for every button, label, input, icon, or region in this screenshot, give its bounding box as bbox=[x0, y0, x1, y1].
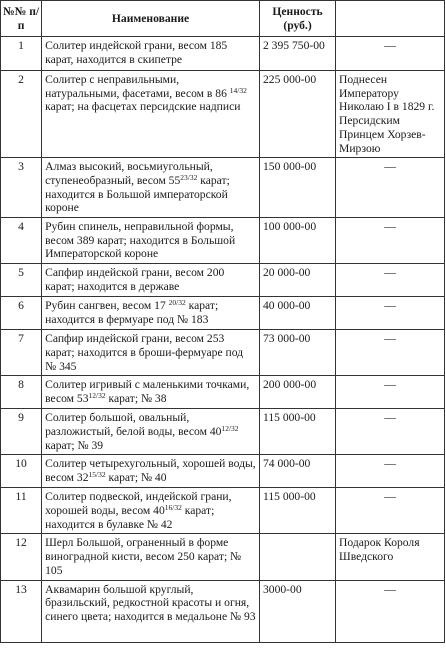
header-note bbox=[336, 1, 445, 37]
item-description bbox=[42, 330, 260, 376]
table-row bbox=[1, 376, 445, 409]
row-number: 4 bbox=[1, 218, 42, 264]
item-description bbox=[42, 409, 260, 455]
weight-fraction: 23/32 bbox=[180, 172, 198, 182]
item-description bbox=[42, 37, 260, 71]
item-value: 115 000-00 bbox=[259, 409, 335, 455]
header-num: №№ п/п bbox=[1, 1, 42, 37]
item-note: — bbox=[336, 488, 445, 534]
item-value: 100 000-00 bbox=[259, 218, 335, 264]
row-number: 1 bbox=[1, 37, 42, 71]
description-text: карат; находится в булавке № 42 bbox=[45, 504, 215, 531]
weight-fraction: 12/32 bbox=[221, 423, 239, 433]
description-text: Солитер с неправильными, натуральными, фасетами, весом в 86 bbox=[45, 73, 230, 100]
description-text: Солитер игривый с маленькими точками, весом 53 bbox=[45, 378, 250, 405]
item-description bbox=[42, 264, 260, 297]
description-text: Алмаз высокий, восьмиугольный, ступенеобразный, весом 55 bbox=[45, 160, 213, 187]
item-note: — bbox=[336, 264, 445, 297]
description-text: карат; № 39 bbox=[45, 438, 104, 452]
description-text: Сапфир индейской грани, весом 200 карат; находится в державе bbox=[45, 266, 225, 293]
row-number: 2 bbox=[1, 71, 42, 158]
table-row bbox=[1, 580, 445, 642]
item-note: — bbox=[336, 297, 445, 330]
row-number: 8 bbox=[1, 376, 42, 409]
table-row bbox=[1, 37, 445, 71]
item-description bbox=[42, 455, 260, 488]
description-text: карат; на фасцетах персидские надписи bbox=[45, 100, 241, 114]
table-row bbox=[1, 158, 445, 218]
item-description bbox=[42, 71, 260, 158]
item-note: — bbox=[336, 376, 445, 409]
item-value: 2 395 750-00 bbox=[259, 37, 335, 71]
description-text: Солитер индейской грани, весом 185 карат, находится в скипетре bbox=[45, 39, 228, 66]
table-row bbox=[1, 330, 445, 376]
item-value: 225 000-00 bbox=[259, 71, 335, 158]
item-note: Подарок Короля Шведского bbox=[336, 534, 445, 580]
header-value: Ценность (руб.) bbox=[259, 1, 335, 37]
table-row bbox=[1, 218, 445, 264]
description-text: карат; № 40 bbox=[105, 471, 167, 485]
row-number: 3 bbox=[1, 158, 42, 218]
description-text: Аквамарин большой круглый, бразильский, редкостной красоты и огня, синего цвета; находится в медальоне № 93 bbox=[45, 582, 256, 623]
item-note: — bbox=[336, 158, 445, 218]
weight-fraction: 20/32 bbox=[168, 298, 186, 308]
table-row bbox=[1, 297, 445, 330]
description-text: Шерл Большой, ограненный в форме виноградной кисти, весом 250 карат; № 105 bbox=[45, 536, 242, 577]
weight-fraction: 15/32 bbox=[88, 470, 106, 480]
description-text: Сапфир индейской грани, весом 253 карат; находится в броши-фермуаре под № 345 bbox=[45, 332, 244, 373]
item-note: Поднесен Императору Николаю I в 1829 г. Персидским Принцем Хорзев-Мирзою bbox=[336, 71, 445, 158]
item-description bbox=[42, 376, 260, 409]
weight-fraction: 16/32 bbox=[164, 503, 182, 513]
item-description bbox=[42, 218, 260, 264]
description-text: Рубин спинель, неправильной формы, весом 389 карат; находится в Большой Императорской короне bbox=[45, 220, 236, 261]
item-description bbox=[42, 488, 260, 534]
item-note: — bbox=[336, 37, 445, 71]
item-description bbox=[42, 158, 260, 218]
table-header-row bbox=[1, 1, 445, 37]
item-note: — bbox=[336, 409, 445, 455]
item-value bbox=[259, 534, 335, 580]
row-number: 7 bbox=[1, 330, 42, 376]
table-row bbox=[1, 488, 445, 534]
description-text: Солитер большой, овальный, разложистый, белой воды, весом 40 bbox=[45, 411, 222, 438]
item-value: 73 000-00 bbox=[259, 330, 335, 376]
description-text: карат; находится в фермуаре под № 183 bbox=[45, 299, 219, 326]
item-description bbox=[42, 534, 260, 580]
weight-fraction: 12/32 bbox=[88, 390, 106, 400]
row-number: 5 bbox=[1, 264, 42, 297]
description-text: Солитер подвеской, индейской грани, хорошей воды, весом 40 bbox=[45, 490, 232, 518]
description-text: карат; № 38 bbox=[105, 391, 167, 405]
item-note: — bbox=[336, 580, 445, 642]
item-value: 74 000-00 bbox=[259, 455, 335, 488]
weight-fraction: 14/32 bbox=[229, 85, 247, 95]
row-number: 12 bbox=[1, 534, 42, 580]
header-name: Наименование bbox=[42, 1, 260, 37]
item-value: 20 000-00 bbox=[259, 264, 335, 297]
table-row bbox=[1, 409, 445, 455]
item-description bbox=[42, 297, 260, 330]
item-value: 40 000-00 bbox=[259, 297, 335, 330]
table-row bbox=[1, 455, 445, 488]
item-description bbox=[42, 580, 260, 642]
row-number: 11 bbox=[1, 488, 42, 534]
item-note: — bbox=[336, 455, 445, 488]
item-value: 115 000-00 bbox=[259, 488, 335, 534]
row-number: 10 bbox=[1, 455, 42, 488]
item-value: 200 000-00 bbox=[259, 376, 335, 409]
description-text: Солитер четырехугольный, хорошей воды, весом 32 bbox=[45, 457, 256, 485]
row-number: 6 bbox=[1, 297, 42, 330]
table-row bbox=[1, 534, 445, 580]
description-text: Рубин сангвен, весом 17 bbox=[45, 299, 169, 313]
row-number: 9 bbox=[1, 409, 42, 455]
item-note: — bbox=[336, 330, 445, 376]
item-value: 3000-00 bbox=[259, 580, 335, 642]
item-note: — bbox=[336, 218, 445, 264]
table-row bbox=[1, 71, 445, 158]
item-value: 150 000-00 bbox=[259, 158, 335, 218]
row-number: 13 bbox=[1, 580, 42, 642]
table-row bbox=[1, 264, 445, 297]
description-text: карат; находится в Большой императорской короне bbox=[45, 173, 230, 215]
